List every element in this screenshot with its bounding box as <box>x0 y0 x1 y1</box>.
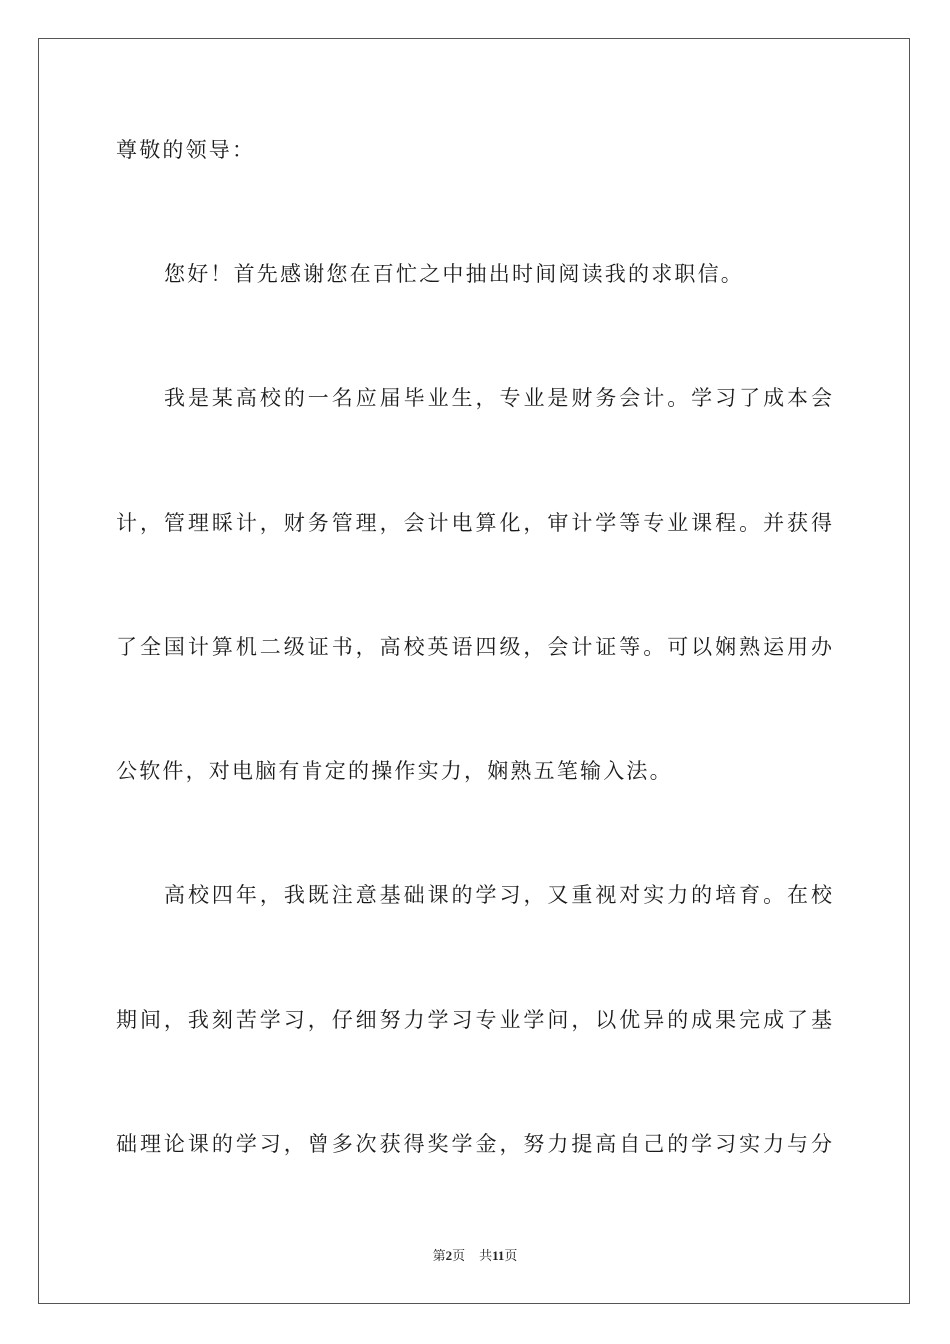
paragraph-line: 高校四年，我既注意基础课的学习，又重视对实力的培育。在校 <box>164 883 832 907</box>
page-border <box>38 38 910 1304</box>
paragraph-line: 我是某高校的一名应届毕业生，专业是财务会计。学习了成本会 <box>164 386 832 410</box>
total-page-count: 11 <box>492 1248 505 1263</box>
paragraph-line: 础理论课的学习，曾多次获得奖学金，努力提高自己的学习实力与分 <box>116 1132 832 1156</box>
total-prefix: 共 <box>479 1248 493 1263</box>
paragraph-line: 计，管理睬计，财务管理，会计电算化，审计学等专业课程。并获得 <box>116 511 832 535</box>
page-suffix: 页 <box>452 1248 466 1263</box>
page-prefix: 第 <box>432 1248 446 1263</box>
paragraph-line: 了全国计算机二级证书，高校英语四级，会计证等。可以娴熟运用办 <box>116 635 832 659</box>
current-page-number: 2 <box>445 1248 453 1263</box>
paragraph-line: 公软件，对电脑有肯定的操作实力，娴熟五笔输入法。 <box>116 759 673 783</box>
paragraph-line: 期间，我刻苦学习，仔细努力学习专业学问，以优异的成果完成了基 <box>116 1008 832 1032</box>
total-suffix: 页 <box>504 1248 518 1263</box>
page-footer <box>0 1247 950 1265</box>
paragraph-line: 您好！首先感谢您在百忙之中抽出时间阅读我的求职信。 <box>164 262 744 286</box>
salutation: 尊敬的领导： <box>116 138 256 162</box>
